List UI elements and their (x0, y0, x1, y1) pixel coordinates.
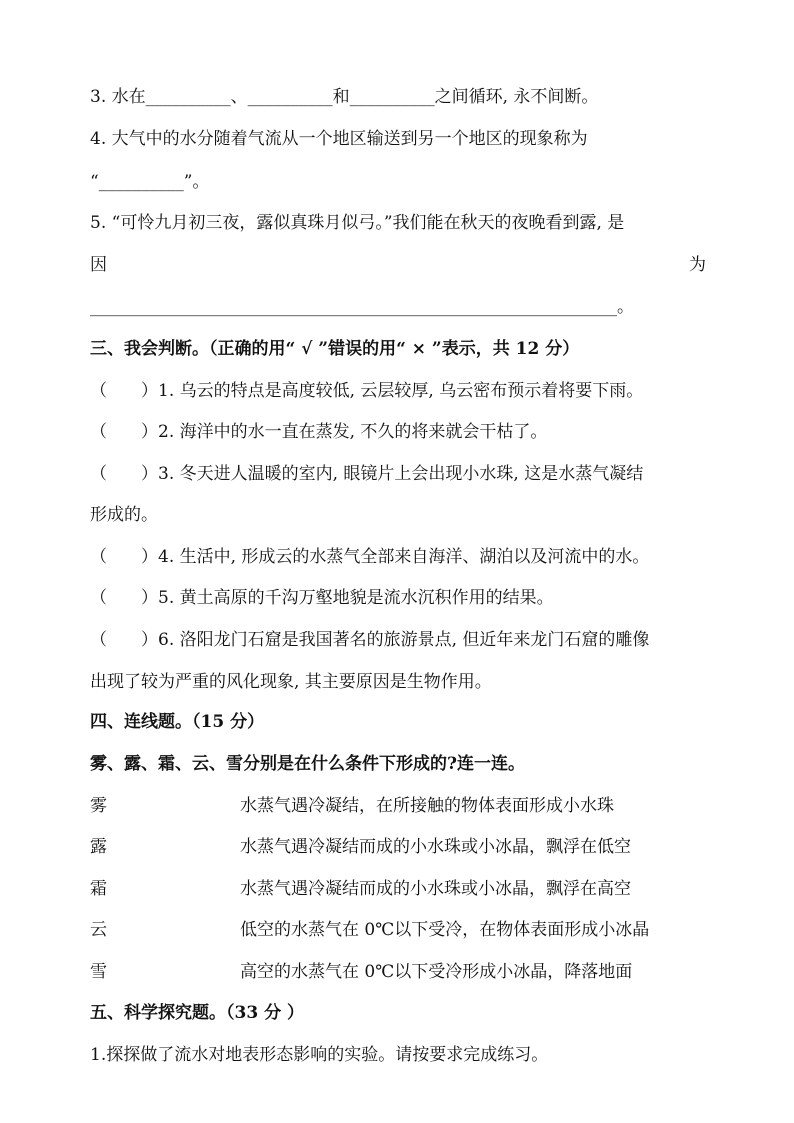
question-5-line-1: 5. “可怜九月初三夜，露似真珠月似弓。”我们能在秋天的夜晚看到露, 是 (90, 213, 625, 233)
judge-item-2: （ ）2. 海洋中的水一直在蒸发, 不久的将来就会干枯了。 (90, 422, 548, 442)
judge-item-4: （ ）4. 生活中, 形成云的水蒸气全部来自海洋、湖泊以及河流中的水。 (90, 547, 650, 567)
question-5-line-2 (90, 253, 706, 277)
question-5-answer-line: ______________________________________________________________。 (90, 297, 634, 317)
question-5-word-left: 因 (90, 255, 107, 275)
match-term-cloud: 云 (90, 920, 107, 940)
match-term-fog: 雾 (90, 796, 107, 816)
judge-item-6: （ ）6. 洛阳龙门石窟是我国著名的旅游景点, 但近年来龙门石窟的雕像 (90, 630, 650, 650)
match-desc-1: 水蒸气遇冷凝结，在所接触的物体表面形成小水珠 (240, 796, 614, 816)
question-4-line-1: 4. 大气中的水分随着气流从一个地区输送到另一个地区的现象称为 (90, 129, 588, 149)
match-term-frost: 霜 (90, 879, 107, 899)
question-4-line-2: “__________”。 (90, 172, 210, 192)
match-term-dew: 露 (90, 837, 107, 857)
judge-item-3: （ ）3. 冬天进人温暖的室内, 眼镜片上会出现小水珠, 这是水蒸气凝结 (90, 464, 644, 484)
section-3-title: 三、我会判断。（正确的用“ √ ”错误的用“ × ”表示，共 12 分） (90, 339, 580, 359)
match-desc-3: 水蒸气遇冷凝结而成的小水珠或小冰晶，飘浮在高空 (240, 879, 631, 899)
section-4-title: 四、连线题。（15 分） (90, 712, 265, 732)
question-3: 3. 水在__________、__________和__________之间循环, 永不间断。 (90, 87, 599, 107)
match-desc-4: 低空的水蒸气在 0℃以下受冷，在物体表面形成小冰晶 (240, 920, 650, 940)
judge-item-1: （ ）1. 乌云的特点是高度较低, 云层较厚, 乌云密布预示着将要下雨。 (90, 381, 644, 401)
section-5-title: 五、科学探究题。（33 分 ） (90, 1003, 304, 1023)
match-desc-2: 水蒸气遇冷凝结而成的小水珠或小冰晶，飘浮在低空 (240, 837, 631, 857)
match-term-snow: 雪 (90, 962, 107, 982)
judge-item-6-cont: 出现了较为严重的风化现象, 其主要原因是生物作用。 (90, 672, 492, 692)
section-4-subtitle: 雾、露、霜、云、雪分别是在什么条件下形成的?连一连。 (90, 754, 525, 774)
judge-item-5: （ ）5. 黄土高原的千沟万壑地貌是流水沉积作用的结果。 (90, 588, 554, 608)
question-5-word-right: 为 (689, 255, 706, 275)
match-desc-5: 高空的水蒸气在 0℃以下受冷形成小冰晶，降落地面 (240, 962, 633, 982)
judge-item-3-cont: 形成的。 (90, 505, 158, 525)
section-5-question-1: 1.探探做了流水对地表形态影响的实验。请按要求完成练习。 (90, 1045, 549, 1065)
